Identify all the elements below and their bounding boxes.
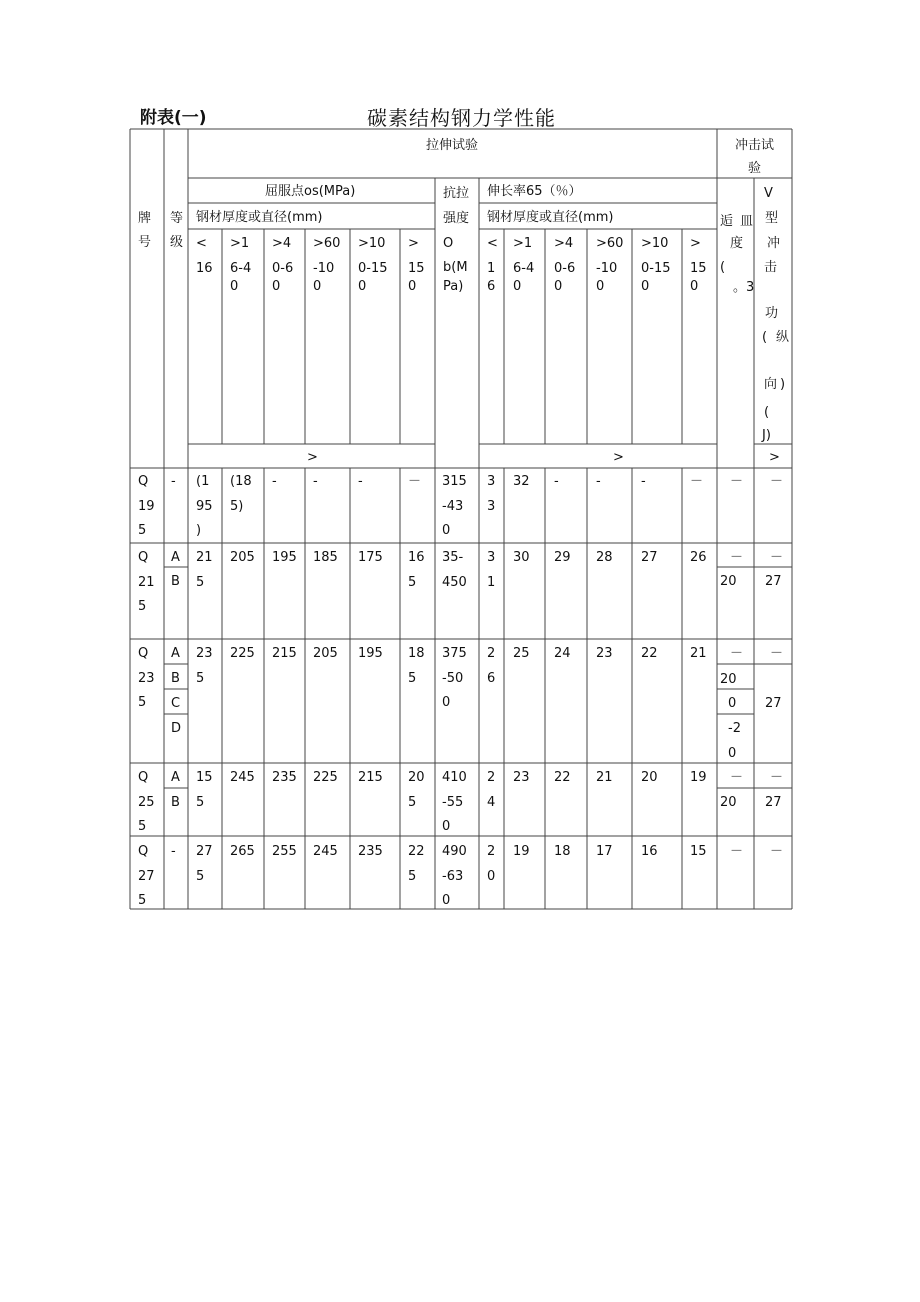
grade-cell: 5 <box>138 695 147 710</box>
elongation-col-header: 0 <box>641 279 650 294</box>
grade-cell: Q <box>138 474 149 489</box>
elongation-col-header: 0-6 <box>554 260 576 276</box>
grade-cell: Q <box>138 844 149 859</box>
elongation-value: 2 <box>487 844 496 859</box>
elongation-value: 19 <box>690 770 707 785</box>
yield-value: 5 <box>408 670 417 686</box>
tensile-strength-value: 0 <box>442 819 451 834</box>
impact-energy-value: 27 <box>765 574 782 589</box>
impact-energy-line: J) <box>762 428 771 443</box>
tensile-test-header: 拉伸试验 <box>426 138 479 153</box>
yield-value: 5) <box>230 498 244 514</box>
yield-col-header: > <box>408 236 419 251</box>
elongation-col-header: 0 <box>690 279 699 294</box>
class-cell: B <box>171 671 180 686</box>
elongation-value: - <box>554 474 559 489</box>
elongation-min-marker: > <box>613 450 624 465</box>
elongation-col-header: 0-15 <box>641 260 671 276</box>
elongation-value: 22 <box>554 770 571 785</box>
temperature-value: － <box>730 474 744 489</box>
tensile-strength-value: -63 <box>442 868 464 884</box>
impact-energy-line: 型 <box>765 211 779 226</box>
elongation-col-header: 0 <box>513 279 522 294</box>
yield-col-header: 15 <box>408 260 425 276</box>
tensile-strength-value: 0 <box>442 523 451 538</box>
yield-value: (18 <box>230 474 252 489</box>
impact-energy-value: － <box>770 770 784 785</box>
temperature-value: － <box>730 844 744 859</box>
impact-min-marker: > <box>769 450 780 465</box>
yield-value: 235 <box>358 844 383 859</box>
impact-test-line: 冲击试 <box>735 138 775 153</box>
yield-value: 5 <box>196 574 205 590</box>
yield-value: 245 <box>230 770 255 785</box>
yield-value: 5 <box>196 868 205 884</box>
temperature-value: 0 <box>728 696 737 711</box>
appendix-label: 附表(一) <box>140 108 207 128</box>
yield-value: 23 <box>196 646 213 661</box>
elongation-value: 21 <box>690 646 707 661</box>
yield-col-header: 0-6 <box>272 260 294 276</box>
yield-value: 245 <box>313 844 338 859</box>
grade-cell: Q <box>138 646 149 661</box>
elongation-col-header: -10 <box>596 260 618 276</box>
yield-col-header: >10 <box>358 236 386 251</box>
yield-col-header: >60 <box>313 236 341 251</box>
tensile-strength-value: 410 <box>442 770 467 785</box>
elongation-thickness-header: 钢材厚度或直径(mm) <box>487 210 614 225</box>
elongation-value: 21 <box>596 770 613 785</box>
yield-col-header: >1 <box>230 236 250 251</box>
table-title: 碳素结构钢力学性能 <box>367 106 556 130</box>
temperature-value: 0 <box>728 746 737 761</box>
yield-header: 屈服点os(MPa) <box>265 184 356 199</box>
elongation-col-header: 0 <box>554 279 563 294</box>
elongation-value: 28 <box>596 550 613 565</box>
impact-energy-value: － <box>770 550 784 565</box>
tensile-strength-value: 450 <box>442 574 467 590</box>
yield-col-header: 0 <box>272 279 281 294</box>
elongation-value: 1 <box>487 574 496 590</box>
yield-value: 225 <box>313 770 338 785</box>
elongation-value: - <box>641 474 646 489</box>
elongation-col-header: >4 <box>554 236 574 251</box>
yield-value: 16 <box>408 550 425 565</box>
tensile-strength-value: 315 <box>442 474 467 489</box>
grade-cell: 21 <box>138 574 155 590</box>
class-header-line: 等 <box>170 211 184 226</box>
temperature-value: 20 <box>720 672 737 687</box>
class-cell: B <box>171 574 180 589</box>
elongation-col-header: 6-4 <box>513 260 535 276</box>
yield-value: 15 <box>196 770 213 785</box>
impact-energy-line: 功 <box>765 306 779 321</box>
elongation-value: 18 <box>554 844 571 859</box>
tensile-strength-value: 35- <box>442 550 464 565</box>
elongation-value: 29 <box>554 550 571 565</box>
yield-value: 22 <box>408 844 425 859</box>
temperature-value: － <box>730 646 744 661</box>
yield-col-header: 6-4 <box>230 260 252 276</box>
grade-cell: 19 <box>138 498 155 514</box>
temperature-value: 20 <box>720 795 737 810</box>
elongation-value: 3 <box>487 474 496 489</box>
temperature-line: 逅 <box>720 214 734 229</box>
temperature-line: 。3 <box>733 280 755 295</box>
elongation-value: － <box>690 474 704 489</box>
impact-energy-line: 纵 <box>776 330 790 345</box>
temperature-value: － <box>730 770 744 785</box>
yield-value: 5 <box>408 574 417 590</box>
yield-value: 20 <box>408 770 425 785</box>
impact-test-line: 验 <box>748 161 762 176</box>
yield-value: 195 <box>358 646 383 661</box>
impact-energy-line: 向 <box>764 377 778 392</box>
yield-col-header: 0 <box>408 279 417 294</box>
tensile-strength-unit: O <box>443 236 454 251</box>
impact-energy-line: V <box>764 186 773 201</box>
elongation-value: 4 <box>487 794 496 810</box>
grade-cell: 25 <box>138 794 155 810</box>
yield-value: 18 <box>408 646 425 661</box>
yield-value: 225 <box>230 646 255 661</box>
grade-cell: 23 <box>138 670 155 686</box>
yield-value: 205 <box>313 646 338 661</box>
elongation-value: 25 <box>513 646 530 661</box>
yield-value: - <box>358 474 363 489</box>
yield-value: － <box>408 474 422 489</box>
elongation-value: 20 <box>641 770 658 785</box>
elongation-value: 2 <box>487 646 496 661</box>
yield-value: 215 <box>272 646 297 661</box>
yield-col-header: < <box>196 236 207 251</box>
yield-col-header: -10 <box>313 260 335 276</box>
temperature-line: ( <box>720 260 726 275</box>
yield-value: 27 <box>196 844 213 859</box>
yield-thickness-header: 钢材厚度或直径(mm) <box>196 210 323 225</box>
class-cell: A <box>171 550 180 565</box>
yield-value: - <box>272 474 277 489</box>
elongation-value: 23 <box>513 770 530 785</box>
yield-value: 265 <box>230 844 255 859</box>
class-cell: - <box>171 844 176 859</box>
class-cell: A <box>171 770 180 785</box>
yield-value: 215 <box>358 770 383 785</box>
yield-value: 255 <box>272 844 297 859</box>
class-cell: - <box>171 474 176 489</box>
yield-value: 21 <box>196 550 213 565</box>
elongation-value: 32 <box>513 474 530 489</box>
temperature-value: -2 <box>728 721 741 736</box>
tensile-strength-unit: b(M <box>443 260 468 275</box>
elongation-value: 16 <box>641 844 658 859</box>
elongation-col-header: >60 <box>596 236 624 251</box>
class-cell: D <box>171 721 182 736</box>
elongation-value: 19 <box>513 844 530 859</box>
yield-value: 175 <box>358 550 383 565</box>
temperature-value: 20 <box>720 574 737 589</box>
elongation-value: 24 <box>554 646 571 661</box>
tensile-strength-value: 0 <box>442 893 451 908</box>
elongation-value: 3 <box>487 498 496 514</box>
impact-energy-value: － <box>770 844 784 859</box>
elongation-col-header: >10 <box>641 236 669 251</box>
elongation-col-header: 6 <box>487 279 496 294</box>
impact-energy-line: 冲 <box>767 236 781 251</box>
elongation-col-header: > <box>690 236 701 251</box>
impact-energy-value: 27 <box>765 696 782 711</box>
grade-cell: 27 <box>138 868 155 884</box>
elongation-col-header: 15 <box>690 260 707 276</box>
yield-value: 5 <box>408 868 417 884</box>
tensile-strength-value: 375 <box>442 646 467 661</box>
impact-energy-value: － <box>770 474 784 489</box>
temperature-value: － <box>730 550 744 565</box>
class-cell: B <box>171 795 180 810</box>
yield-value: ) <box>196 523 202 538</box>
elongation-value: 6 <box>487 670 496 686</box>
grade-header-line: 号 <box>138 235 152 250</box>
yield-value: - <box>313 474 318 489</box>
yield-value: 205 <box>230 550 255 565</box>
elongation-col-header: < <box>487 236 498 251</box>
yield-col-header: >4 <box>272 236 292 251</box>
elongation-value: 3 <box>487 550 496 565</box>
elongation-value: - <box>596 474 601 489</box>
elongation-value: 0 <box>487 868 496 884</box>
tensile-strength-line: 抗拉 <box>443 186 470 201</box>
grade-header-line: 牌 <box>138 211 152 226</box>
yield-col-header: 0 <box>358 279 367 294</box>
grade-cell: 5 <box>138 819 147 834</box>
elongation-value: 15 <box>690 844 707 859</box>
elongation-col-header: 1 <box>487 260 496 276</box>
yield-value: 5 <box>196 670 205 686</box>
tensile-strength-value: -55 <box>442 794 464 810</box>
yield-col-header: 16 <box>196 260 213 276</box>
yield-value: 5 <box>196 794 205 810</box>
impact-energy-line: ( <box>764 405 770 420</box>
yield-col-header: 0-15 <box>358 260 388 276</box>
tensile-strength-line: 强度 <box>443 211 470 226</box>
temperature-line: 度 <box>730 236 744 251</box>
elongation-col-header: >1 <box>513 236 533 251</box>
tensile-strength-value: -50 <box>442 670 464 686</box>
yield-min-marker: > <box>307 450 318 465</box>
elongation-value: 30 <box>513 550 530 565</box>
elongation-value: 27 <box>641 550 658 565</box>
impact-energy-line: ( <box>762 330 768 345</box>
grade-cell: 5 <box>138 523 147 538</box>
elongation-header: 伸长率65（％） <box>487 184 582 199</box>
elongation-value: 2 <box>487 770 496 785</box>
impact-energy-line: ) <box>780 377 786 392</box>
tensile-strength-unit: Pa) <box>443 279 464 294</box>
yield-value: 195 <box>272 550 297 565</box>
grade-cell: Q <box>138 550 149 565</box>
elongation-value: 22 <box>641 646 658 661</box>
class-cell: C <box>171 696 181 711</box>
yield-value: (1 <box>196 474 210 489</box>
class-header-line: 级 <box>170 235 184 250</box>
class-cell: A <box>171 646 180 661</box>
elongation-value: 26 <box>690 550 707 565</box>
elongation-col-header: 0 <box>596 279 605 294</box>
grade-cell: 5 <box>138 599 147 614</box>
tensile-strength-value: 0 <box>442 695 451 710</box>
temperature-line: 皿 <box>740 214 754 229</box>
yield-value: 185 <box>313 550 338 565</box>
tensile-strength-value: -43 <box>442 498 464 514</box>
elongation-value: 23 <box>596 646 613 661</box>
impact-energy-value: － <box>770 646 784 661</box>
yield-value: 5 <box>408 794 417 810</box>
yield-col-header: 0 <box>230 279 239 294</box>
yield-value: 95 <box>196 498 213 514</box>
grade-cell: 5 <box>138 893 147 908</box>
grade-cell: Q <box>138 770 149 785</box>
impact-energy-line: 击 <box>764 260 778 275</box>
impact-energy-value: 27 <box>765 795 782 810</box>
tensile-strength-value: 490 <box>442 844 467 859</box>
yield-value: 235 <box>272 770 297 785</box>
elongation-value: 17 <box>596 844 613 859</box>
yield-col-header: 0 <box>313 279 322 294</box>
